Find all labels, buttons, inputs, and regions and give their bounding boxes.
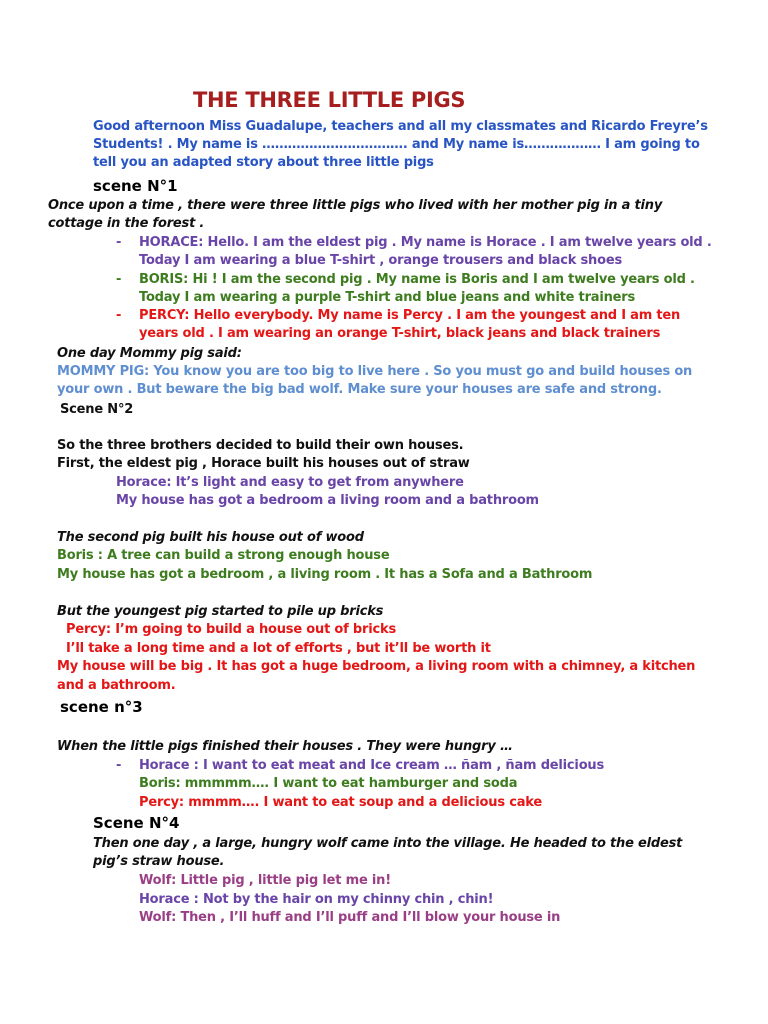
scene-1-horace-1: HORACE: Hello. I am the eldest pig . My name is Horace . I am twelve years old . bbox=[139, 235, 712, 250]
scene-4-wolf-1: Wolf: Little pig , little pig let me in! bbox=[139, 873, 391, 888]
scene-1-heading: scene N°1 bbox=[93, 177, 178, 195]
scene-1-boris-1: BORIS: Hi ! I am the second pig . My name is Boris and I am twelve years old . bbox=[139, 272, 695, 287]
scene-2-horace-1: Horace: It’s light and easy to get from anywhere bbox=[116, 475, 464, 490]
scene-2-heading: Scene N°2 bbox=[60, 402, 134, 417]
mommy-intro: One day Mommy pig said: bbox=[57, 346, 242, 361]
scene-4-narration-2: pig’s straw house. bbox=[93, 854, 225, 869]
scene-1-percy-2: years old . I am wearing an orange T-shirt, black jeans and black trainers bbox=[139, 326, 661, 341]
scene-2-narration-1: So the three brothers decided to build their own houses. bbox=[57, 438, 464, 453]
intro-line-3: tell you an adapted story about three little pigs bbox=[93, 155, 434, 170]
scene-4-wolf-2: Wolf: Then , I’ll huff and I’ll puff and I’ll blow your house in bbox=[139, 910, 561, 925]
scene-2-boris-2: My house has got a bedroom , a living room . It has a Sofa and a Bathroom bbox=[57, 567, 593, 582]
scene-2-percy-3: My house will be big . It has got a huge bedroom, a living room with a chimney, a kitchen bbox=[57, 659, 696, 674]
scene-3-horace: Horace : I want to eat meat and Ice cream … ñam , ñam delicious bbox=[139, 758, 605, 773]
scene-1-horace-2: Today I am wearing a blue T-shirt , orange trousers and black shoes bbox=[139, 253, 622, 268]
scene-3-narration: When the little pigs finished their houses . They were hungry … bbox=[57, 739, 513, 754]
intro-line-2: Students! . My name is ……………………………. and My name is……………… I am going to bbox=[93, 137, 700, 152]
scene-4-narration-1: Then one day , a large, hungry wolf came into the village. He headed to the eldest bbox=[93, 836, 683, 851]
scene-2-percy-1: Percy: I’m going to build a house out of bricks bbox=[66, 622, 396, 637]
scene-2-boris-1: Boris : A tree can build a strong enough house bbox=[57, 548, 390, 563]
scene-1-boris-2: Today I am wearing a purple T-shirt and blue jeans and white trainers bbox=[139, 290, 636, 305]
scene-2-third-narration: But the youngest pig started to pile up bricks bbox=[57, 604, 384, 619]
bullet-scene-3: - bbox=[116, 758, 122, 773]
scene-2-percy-4: and a bathroom. bbox=[57, 678, 176, 693]
scene-2-horace-2: My house has got a bedroom a living room and a bathroom bbox=[116, 493, 539, 508]
scene-4-heading: Scene N°4 bbox=[93, 814, 180, 832]
mommy-line-2: your own . But beware the big bad wolf. Make sure your houses are safe and strong. bbox=[57, 382, 662, 397]
scene-1-narration-2: cottage in the forest . bbox=[48, 216, 205, 231]
intro-line-1: Good afternoon Miss Guadalupe, teachers and all my classmates and Ricardo Freyre’s bbox=[93, 119, 708, 134]
scene-2-second-narration: The second pig built his house out of wood bbox=[57, 530, 364, 545]
scene-4-horace: Horace : Not by the hair on my chinny chin , chin! bbox=[139, 892, 494, 907]
scene-3-heading: scene n°3 bbox=[60, 698, 143, 716]
scene-2-percy-2: I’ll take a long time and a lot of efforts , but it’ll be worth it bbox=[66, 641, 491, 656]
scene-2-narration-2: First, the eldest pig , Horace built his houses out of straw bbox=[57, 456, 470, 471]
bullet-percy: - bbox=[116, 308, 122, 323]
scene-3-percy: Percy: mmmm…. I want to eat soup and a delicious cake bbox=[139, 795, 543, 810]
bullet-horace: - bbox=[116, 235, 122, 250]
bullet-boris: - bbox=[116, 272, 122, 287]
mommy-line-1: MOMMY PIG: You know you are too big to live here . So you must go and build houses on bbox=[57, 364, 693, 379]
scene-3-boris: Boris: mmmmm…. I want to eat hamburger and soda bbox=[139, 776, 518, 791]
scene-1-percy-1: PERCY: Hello everybody. My name is Percy . I am the youngest and I am ten bbox=[139, 308, 681, 323]
scene-1-narration-1: Once upon a time , there were three little pigs who lived with her mother pig in a tiny bbox=[48, 198, 663, 213]
document-title: THE THREE LITTLE PIGS bbox=[193, 88, 466, 112]
